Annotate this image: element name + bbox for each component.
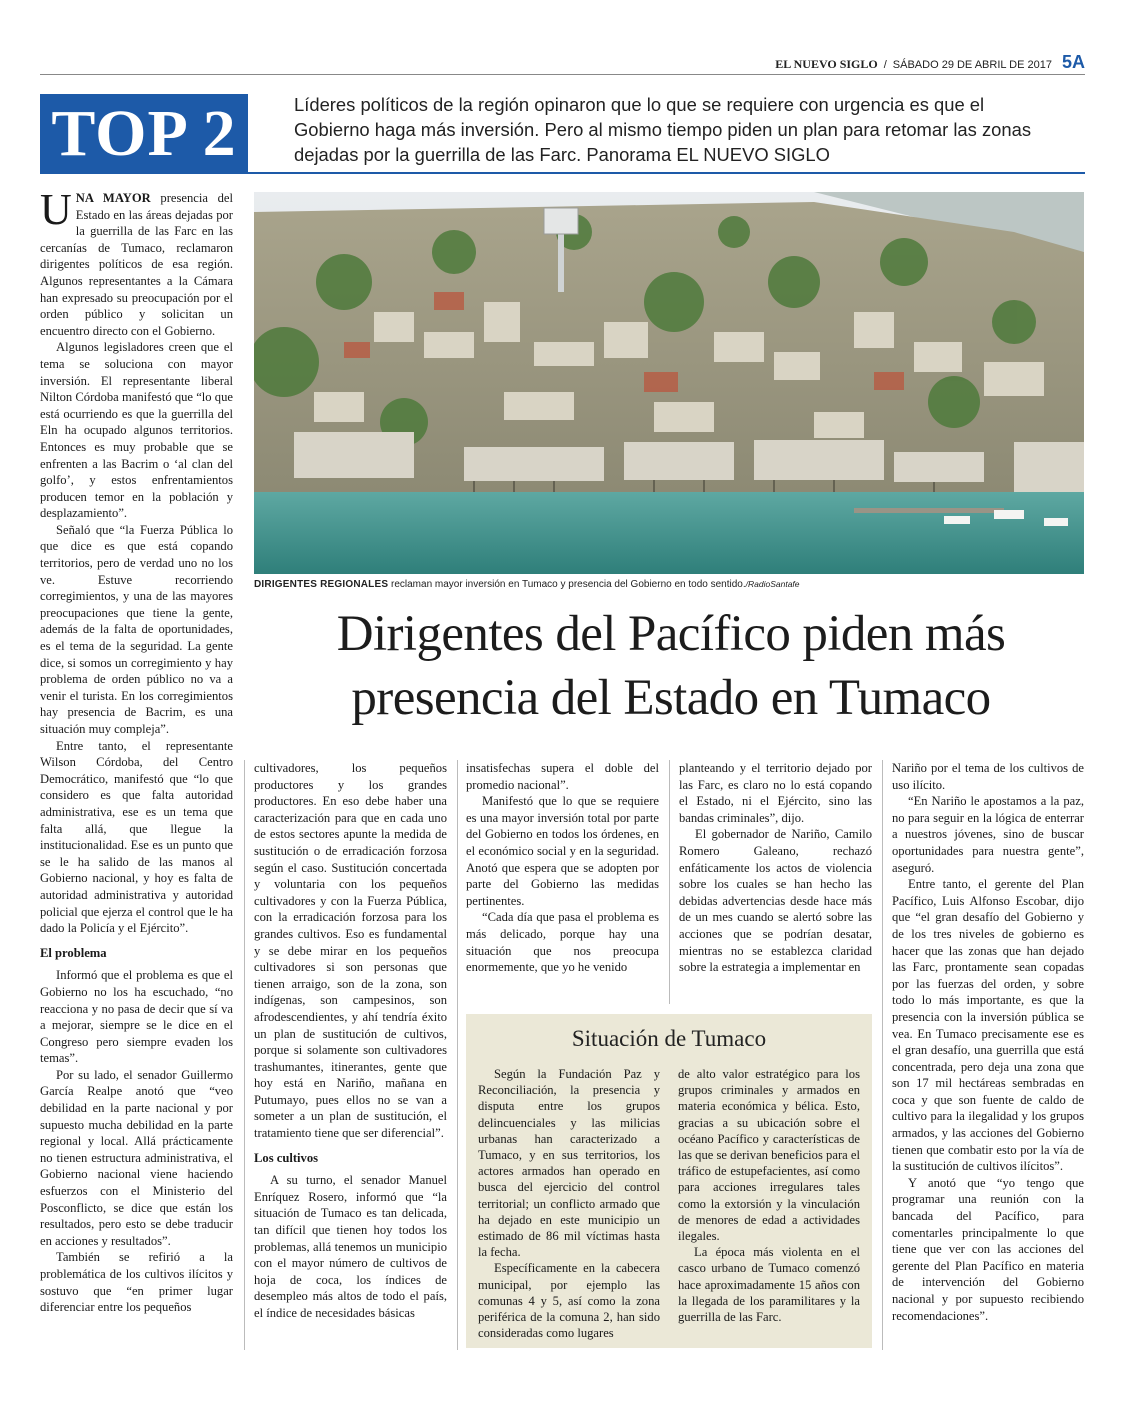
article-column-2 <box>254 760 447 1322</box>
headline <box>258 602 1084 730</box>
article-paragraph: “En Nariño le apostamos a la paz, no para seguir en la lógica de enterrar a nuestros jóvenes, sino de buscar oportunidades para nuestra gente”, aseguró. <box>892 794 1084 875</box>
photo-credit: /RadioSantafe <box>745 579 800 589</box>
article-column-4 <box>679 760 872 976</box>
article-paragraph: Señaló que “la Fuerza Pública lo que dice es que está copando territorios, pero de verdad uno no los ve. Estuve recorriendo corregimientos, y una de las mayores preocupaciones que tiene la gente, además de la falta de oportunidades, es el tema de la seguridad. La gente dice, si somos un corregimiento y hay problema de orden público no va a venir el turista. En los corregimientos hay presencia de Bacrim, es una situación muy compleja”. <box>40 522 233 736</box>
masthead-rule <box>40 74 1085 75</box>
column-divider <box>457 760 458 1350</box>
masthead-separator: / <box>883 59 887 71</box>
article-paragraph: planteando y el territorio dejado por las Farc, es claro no lo está copando el Estado, ni el Ejército, sino las bandas criminales”, dijo. <box>679 761 872 825</box>
publication-name: EL NUEVO SIGLO <box>775 57 878 71</box>
article-paragraph: Entre tanto, el representante Wilson Córdoba, del Centro Democrático, manifestó que “lo que considero es que falta autoridad administrativa, ese es un tema que falta allá, que llegue la institucionalidad. Ese es un punto que se le ha salido de las manos al Gobierno nacional, y hoy es falta de autoridad administrativa y autoridad policial que ejerza el control que le ha dado la Policía y el Ejército”. <box>40 738 233 936</box>
article-paragraph <box>40 185 233 339</box>
subhead-el-problema: El problema <box>40 945 107 960</box>
headline-line-2: presencia del Estado en Tumaco <box>351 670 991 726</box>
section-rule <box>248 172 1085 174</box>
article-paragraph: También se refirió a la problemática de los cultivos ilícitos y sostuvo que “en primer lugar diferenciar entre los pequeños <box>40 1250 233 1315</box>
article-paragraph: Y anotó que “yo tengo que programar una reunión con la bancada del Pacífico, para comentarles principalmente lo que tiene que ver con las acciones del gerente del Plan Pacífico en materia de intervención del Gobierno nacional y por supuesto recibiendo recomendaciones”. <box>892 1175 1084 1323</box>
drop-cap: U <box>40 185 72 234</box>
article-paragraph: Por su lado, el senador Guillermo García Realpe anotó que “veo debilidad en la parte nacional y por supuesto mucha debilidad en la parte regional y local. Allá prácticamente no tienen estructura administrativa, el Gobierno nacional viene haciendo esfuerzos con el Ministerio del Posconflicto, se dice que están los resultados, pero esto se debe traducir en acciones y resultados”. <box>40 1067 233 1248</box>
section-label: TOP 2 <box>40 94 248 174</box>
issue-date: SÁBADO 29 DE ABRIL DE 2017 <box>892 59 1052 71</box>
column-divider <box>669 760 670 1004</box>
sidebar-paragraph: Específicamente en la cabecera municipal, por ejemplo las comunas 4 y 5, así como la zona periférica de la comuna 2, han sido consideradas como lugares <box>478 1261 660 1341</box>
sidebar-title: Situación de Tumaco <box>571 1026 767 1051</box>
caption-text: reclaman mayor inversión en Tumaco y presencia del Gobierno en todo sentido. <box>388 579 746 590</box>
sidebar-paragraph: de alto valor estratégico para los grupos criminales y armados en materia económica y bélica. Esto, gracias a su ubicación sobre el océano Pacífico y características de las que se derivan beneficios para el tráfico de estupefacientes, así como para acciones irregulares tales como la extorsión y la vinculación de menores de edad a actividades ilegales. <box>678 1067 860 1244</box>
page-number: 5A <box>1061 52 1085 72</box>
article-paragraph: Informó que el problema es que el Gobierno no los ha escuchado, “no reacciona y no pasa de decir que sí va a mejorar, siempre se le dice en el Congreso pero siempre evaden los temas”. <box>40 968 233 1066</box>
sidebar-paragraph: La época más violenta en el casco urbano de Tumaco comenzó hace aproximadamente 15 años con la llegada de los paramilitares y la guerrilla de las Farc. <box>678 1245 860 1325</box>
sidebar-column-2 <box>678 1066 860 1325</box>
article-paragraph: insatisfechas supera el doble del promedio nacional”. <box>466 761 659 792</box>
article-paragraph: El gobernador de Nariño, Camilo Romero Galeano, rechazó enfáticamente los actos de violencia sobre los cuales se han hecho las debidas advertencias desde hace más de un mes cuando se alertó sobre las acciones que se podrían desatar, mientras no se establezca claridad sobre la estrategia a implementar en <box>679 827 872 975</box>
lead-in: NA MAYOR <box>75 191 151 205</box>
subhead-los-cultivos: Los cultivos <box>254 1150 319 1165</box>
sidebar-column-1 <box>478 1066 660 1341</box>
article-paragraph: Entre tanto, el gerente del Plan Pacífico, Luis Alfonso Escobar, dijo que “el gran desafío del Gobierno y de los tres niveles de gobierno es hacer que las zonas que han dejado las Farc, prontamente sean copadas por las fuerzas del orden, y sobre todo lo más importante, es que la presencia con la inversión pública se vea. En Tumaco precisamente ese es el gran desafío, una guerrilla que está concentrada, pero deja una zona que son 17 mil hectáreas sembradas en coca y que son fuente de caldo de cultivo para la ilegalidad y los grupos armados, y las acciones del Gobierno tienen que combatir esto por la vía de la sustitución de cultivos ilícitos”. <box>892 877 1084 1174</box>
sidebar-paragraph: Según la Fundación Paz y Reconciliación, la presencia y disputa entre los grupos delincuenciales y las milicias urbanas han caracterizado a Tumaco, y en sus territorios, los actores armados han operado en busca del ejercicio del control territorial; un conflicto armado que ha dejado en este municipio un estimado de 86 mil víctimas hasta la fecha. <box>478 1067 660 1260</box>
column-divider <box>244 760 245 1350</box>
column-divider <box>882 760 883 1350</box>
masthead <box>775 52 1085 73</box>
photo-caption <box>254 579 1084 590</box>
article-paragraph: Nariño por el tema de los cultivos de uso ilícito. <box>892 761 1084 792</box>
tumaco-aerial-photo <box>254 192 1084 574</box>
article-photo <box>254 192 1084 574</box>
caption-lead: DIRIGENTES REGIONALES <box>254 579 389 590</box>
article-paragraph: Algunos legisladores creen que el tema se soluciona con mayor inversión. El representante liberal Nilton Córdoba manifestó que “lo que está ocurriendo es que la guerrilla del Eln ha ocupado algunos territorios. Entonces es muy probable que se enfrenten a las Bacrim o ‘al clan del golfo’, y estos enfrentamientos producen temor en la población y desplazamiento”. <box>40 340 233 521</box>
article-paragraph: cultivadores, los pequeños productores y los grandes productores. En eso debe haber una caracterización para que en cada uno de estos sectores apunte la medida de sustitución o de erradicación forzosa según el caso. Sustitución concertada y voluntaria con los pequeños cultivadores y con la Fuerza Pública, con la erradicación forzosa para los grandes cultivos. Eso es fundamental y se debe mirar en los pequeños cultivadores si son personas que tienen arraigo, son de la zona, son indígenas, son campesinos, son afrodescendientes, y ahí tendría éxito un plan de sustitución de cultivos, porque si solamente son cultivadores trashumantes, itinerantes, gente que hoy está en Nariño, mañana en Putumayo, pues ellos no se van a someter a un plan de sustitución, el tratamiento tiene que ser diferencial”. <box>254 761 447 1141</box>
article-paragraph: “Cada día que pasa el problema es más delicado, porque hay una situación que nos preocupa enormemente, que yo he venido <box>466 910 659 975</box>
article-paragraph: Manifestó que lo que se requiere es una mayor inversión total por parte del Gobierno en todos los órdenes, en el económico social y en la seguridad. Anotó que espera que se adopten por parte del Gobierno las medidas pertinentes. <box>466 794 659 908</box>
headline-line-1: Dirigentes del Pacífico piden más <box>336 606 1006 662</box>
article-paragraph: A su turno, el senador Manuel Enríquez Rosero, informó que “la situación de Tumaco es tan delicada, tan difícil que tienen hoy todos los problemas, allá tenemos un municipio con el mayor número de cultivos de hoja de coca, los índices de desempleo más altos de todo el país, el índice de necesidades básicas <box>254 1173 447 1320</box>
article-column-3 <box>466 760 659 976</box>
article-column-5 <box>892 760 1084 1324</box>
intro-deck: Líderes políticos de la región opinaron que lo que se requiere con urgencia es que el Gobierno haga más inversión. Pero al mismo tiempo piden un plan para retomar las zonas dejadas por la guerrilla de las Farc. Panorama EL NUEVO SIGLO <box>294 94 1032 165</box>
article-column-1 <box>40 185 233 1316</box>
paragraph-text: presencia del Estado en las áreas dejadas por la guerrilla de las Farc en las cercanías de Tumaco, reclamaron dirigentes políticos de esa región. Algunos representantes a la Cámara han expresado su preocupación por el orden público y solicitan un encuentro directo con el Gobierno. <box>40 191 233 338</box>
